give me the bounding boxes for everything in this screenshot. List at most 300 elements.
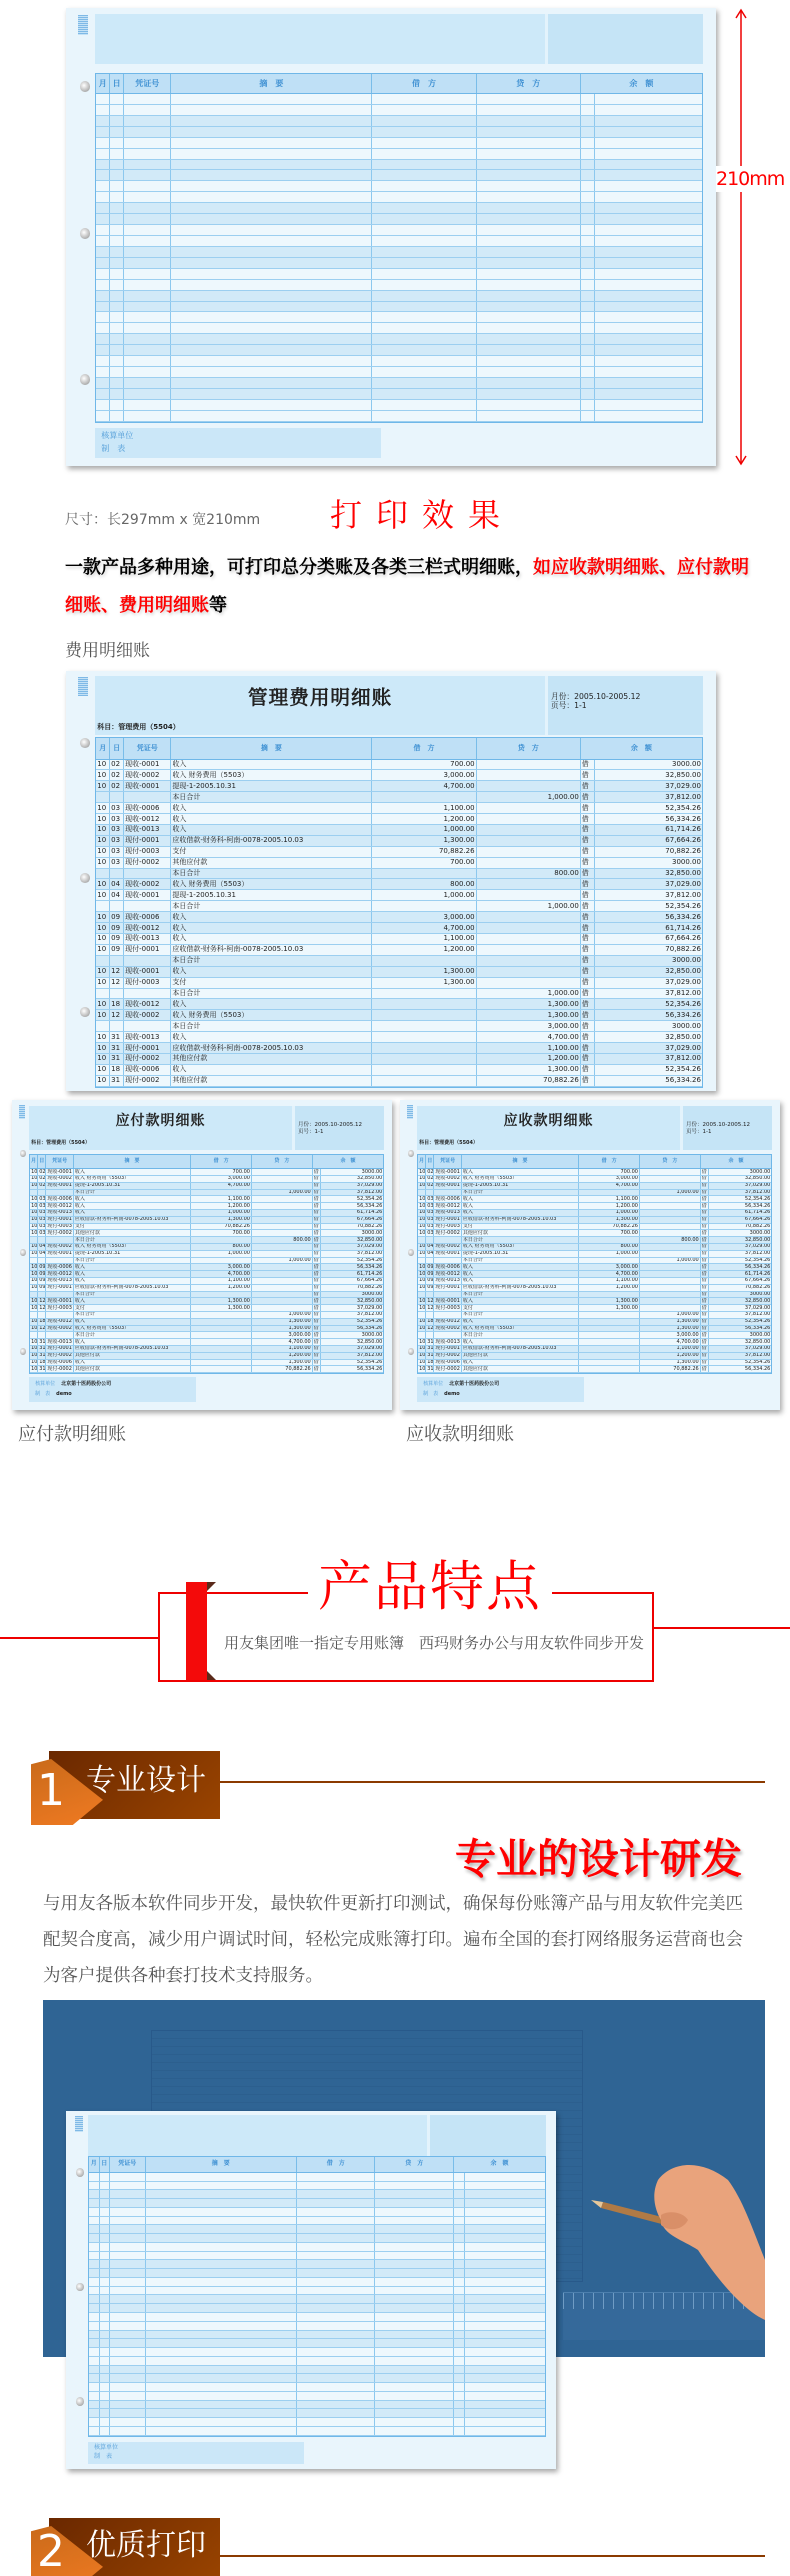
table-cell: 借 (701, 1339, 709, 1345)
table-row (30, 1285, 383, 1292)
badge-number: 2 (37, 2526, 65, 2576)
table-cell (477, 956, 581, 966)
table-cell: 收入 (74, 1298, 191, 1304)
table-cell: 700.00 (372, 760, 476, 770)
table-cell: 4,700.00 (477, 1032, 581, 1042)
table-row (96, 302, 702, 313)
table-cell: 37,812.00 (356, 1311, 383, 1318)
table-cell: 现收-0001 (434, 1298, 462, 1304)
table-cell: 本日合计 (74, 1332, 191, 1338)
table-cell (297, 2269, 375, 2277)
table-cell: 52,354.26 (665, 901, 701, 910)
table-cell: 3000.00 (749, 1169, 771, 1175)
table-row (96, 901, 702, 912)
table-row (96, 1043, 702, 1054)
table-cell (465, 2331, 545, 2339)
table-cell: 1,300.00 (372, 836, 476, 846)
table-cell: 本日合计 (462, 1237, 579, 1243)
table-cell: 03 (427, 1230, 434, 1236)
table-cell (581, 138, 596, 148)
table-row (96, 879, 702, 890)
table-cell (89, 2225, 99, 2233)
table-cell (581, 225, 596, 235)
table-cell: 1,000.00 (252, 1312, 313, 1318)
table-cell (89, 2260, 99, 2268)
table-cell (96, 345, 110, 355)
table-cell: 37,029.00 (665, 781, 701, 790)
table-cell (89, 2295, 99, 2303)
table-cell (110, 389, 124, 399)
table-cell: 70,882.26 (640, 1366, 701, 1372)
table-row (96, 269, 702, 280)
table-cell: 03 (39, 1216, 46, 1223)
table-row (30, 1305, 383, 1312)
ledger-footer (88, 2442, 304, 2463)
table-cell: 现付-0001 (124, 945, 171, 955)
table-cell (100, 2234, 110, 2242)
table-cell: 借 (701, 1196, 709, 1202)
table-cell: 本日合计 (462, 1258, 579, 1264)
table-cell: 10 (419, 1339, 426, 1345)
table-cell: 10 (419, 1352, 426, 1359)
table-cell (96, 258, 110, 268)
table-cell (252, 1217, 313, 1223)
barcode-icon (75, 2116, 83, 2132)
ledger-month: 月份：2005.10-2005.12 (551, 691, 641, 701)
table-cell (454, 2182, 465, 2190)
table-cell (171, 400, 372, 410)
table-cell (89, 2331, 99, 2339)
table-cell (96, 356, 110, 366)
table-cell: 1,200.00 (252, 1353, 313, 1359)
table-cell (477, 411, 581, 421)
table-cell (375, 2418, 453, 2426)
column-header: 摘 要 (462, 1155, 579, 1168)
table-cell: 借 (701, 1292, 709, 1298)
table-cell (579, 1346, 640, 1352)
table-row (96, 934, 702, 945)
ledger-footer (95, 428, 381, 458)
table-cell (375, 2427, 453, 2435)
table-cell (96, 116, 110, 126)
table-row (30, 1312, 383, 1319)
table-cell: 收入 (74, 1264, 191, 1270)
table-cell: 借 (701, 1258, 709, 1264)
table-cell: 3000.00 (671, 759, 701, 768)
table-cell (110, 323, 124, 333)
table-cell (418, 1237, 426, 1243)
table-row (30, 1244, 383, 1251)
table-cell: 10 (31, 1230, 38, 1236)
table-cell: 借 (701, 1230, 709, 1236)
table-cell: 31 (39, 1352, 46, 1359)
table-cell: 18 (39, 1359, 46, 1365)
table-cell (454, 2234, 465, 2242)
table-row (30, 1224, 383, 1231)
table-cell (640, 1203, 701, 1209)
table-cell: 1,200.00 (372, 945, 476, 955)
table-row (30, 1360, 383, 1367)
table-row (96, 770, 702, 781)
table-cell (454, 2173, 465, 2181)
table-row (418, 1217, 771, 1224)
table-row (96, 1032, 702, 1043)
table-cell (297, 2322, 375, 2330)
table-cell (89, 2427, 99, 2435)
table-row (30, 1298, 383, 1305)
table-cell (579, 1353, 640, 1359)
table-row (89, 2357, 545, 2366)
table-cell: 3000.00 (749, 1230, 771, 1236)
table-cell: 1,300.00 (191, 1298, 252, 1304)
table-cell (579, 1332, 640, 1338)
table-cell (426, 1292, 434, 1298)
binding-hole-icon (80, 81, 90, 92)
table-cell (191, 1292, 252, 1298)
table-cell (89, 2243, 99, 2251)
table-cell: 10 (419, 1318, 426, 1325)
footer-unit-row (101, 432, 375, 441)
table-cell (96, 214, 110, 224)
table-cell: 现收-0013 (46, 1339, 74, 1345)
binding-hole-icon (80, 873, 90, 883)
ledger-subject: 科目：管理费用（5504） (419, 1140, 479, 1147)
table-cell (375, 2260, 453, 2268)
table-cell (30, 1312, 38, 1318)
table-cell: 10 (419, 1244, 426, 1250)
section-badge-1 (31, 1751, 220, 1819)
table-cell: 1,000.00 (191, 1210, 252, 1216)
table-cell (372, 411, 476, 421)
table-cell (640, 1244, 701, 1250)
footer-unit-label: 核算单位 (423, 1380, 444, 1387)
table-cell: 现收-0001 (124, 760, 171, 770)
table-cell: 10 (31, 1176, 38, 1182)
table-cell (372, 116, 476, 126)
table-cell (454, 2366, 465, 2374)
column-header: 借 方 (372, 738, 476, 759)
table-cell (110, 2234, 146, 2242)
table-cell (581, 105, 596, 115)
table-cell (465, 2418, 545, 2426)
table-cell: 借 (313, 1196, 321, 1202)
features-title: 产品特点 (308, 1552, 552, 1622)
table-cell (171, 94, 372, 104)
table-cell: 应收借款-财务科-柯南-0078-2005.10.03 (171, 1043, 372, 1053)
table-cell (46, 1237, 74, 1243)
table-cell (477, 247, 581, 257)
table-cell (595, 225, 702, 235)
table-cell: 4,700.00 (372, 781, 476, 791)
table-cell (454, 2208, 465, 2216)
table-cell (110, 2225, 146, 2233)
table-cell (581, 291, 596, 301)
table-cell: 1,300.00 (579, 1217, 640, 1223)
table-cell (640, 1230, 701, 1236)
table-cell (477, 192, 581, 202)
table-row (96, 345, 702, 356)
table-cell (465, 2322, 545, 2330)
table-cell (100, 2348, 110, 2356)
table-cell (579, 1237, 640, 1243)
table-cell: 10 (96, 781, 110, 791)
table-cell (124, 116, 171, 126)
footer-unit-row (35, 1382, 190, 1388)
table-cell: 02 (39, 1169, 46, 1175)
table-cell: 现收-0001 (434, 1183, 462, 1189)
table-cell (477, 225, 581, 235)
table-cell: 收入 财务费用（5503） (74, 1326, 191, 1332)
table-cell: 10 (31, 1264, 38, 1270)
table-cell (124, 334, 171, 344)
table-cell: 03 (110, 847, 124, 857)
table-cell (372, 214, 476, 224)
table-row (89, 2234, 545, 2243)
table-cell (477, 847, 581, 857)
table-cell: 借 (581, 792, 596, 802)
footer-unit-value: 北京第十医药股份公司 (61, 1380, 112, 1387)
table-cell (100, 2304, 110, 2312)
table-cell (124, 901, 171, 911)
table-cell (110, 2295, 146, 2303)
table-cell: 700.00 (579, 1230, 640, 1236)
table-cell (581, 334, 596, 344)
table-cell: 借 (701, 1224, 709, 1230)
footer-maker-row (101, 445, 375, 454)
table-cell: 现收-0001 (434, 1169, 462, 1175)
table-cell: 本日合计 (462, 1332, 579, 1338)
table-cell (124, 203, 171, 213)
table-cell (46, 1312, 74, 1318)
table-cell (171, 192, 372, 202)
table-row (96, 389, 702, 400)
table-cell (372, 792, 476, 802)
table-cell (375, 2225, 453, 2233)
table-cell: 56,334.26 (356, 1366, 383, 1372)
table-cell (640, 1176, 701, 1182)
table-cell (96, 869, 110, 879)
table-row (89, 2173, 545, 2182)
table-cell: 56,334.26 (744, 1264, 771, 1270)
table-cell: 现收-0001 (124, 967, 171, 977)
table-cell (477, 94, 581, 104)
table-cell: 收入 (462, 1264, 579, 1270)
table-row (418, 1278, 771, 1285)
table-cell (100, 2313, 110, 2321)
table-cell: 37,029.00 (665, 879, 701, 888)
table-cell: 支付 (462, 1305, 579, 1311)
table-row (96, 356, 702, 367)
table-cell (191, 1346, 252, 1352)
table-cell (96, 127, 110, 137)
table-row (96, 160, 702, 171)
table-cell (372, 869, 476, 879)
table-cell (124, 956, 171, 966)
table-cell (96, 291, 110, 301)
table-cell: 借 (701, 1366, 709, 1372)
table-cell (595, 94, 702, 104)
table-cell (581, 345, 596, 355)
table-cell (579, 1258, 640, 1264)
table-row (418, 1183, 771, 1190)
table-row (418, 1298, 771, 1305)
table-cell (477, 181, 581, 191)
table-cell: 借 (313, 1251, 321, 1257)
ledger-table (417, 1154, 772, 1374)
table-cell (372, 400, 476, 410)
table-cell: 10 (419, 1203, 426, 1209)
table-cell: 提现-1-2005.10.31 (171, 781, 372, 791)
table-cell: 1,000.00 (579, 1210, 640, 1216)
table-cell: 现收-0001 (124, 781, 171, 791)
table-row (96, 291, 702, 302)
table-cell: 10 (96, 770, 110, 780)
column-header: 余 额 (728, 1158, 744, 1165)
table-cell: 借 (313, 1203, 321, 1209)
table-cell (110, 869, 124, 879)
table-cell: 现收-0001 (46, 1183, 74, 1189)
table-cell (171, 378, 372, 388)
table-cell (252, 1210, 313, 1216)
table-row (30, 1339, 383, 1346)
section-2-line (220, 2555, 765, 2557)
table-cell (96, 236, 110, 246)
table-cell: 3000.00 (361, 1291, 383, 1297)
table-cell (595, 280, 702, 290)
table-row (418, 1326, 771, 1333)
table-cell (372, 280, 476, 290)
table-cell (372, 334, 476, 344)
table-cell (454, 2348, 465, 2356)
table-cell (595, 127, 702, 137)
table-cell (252, 1285, 313, 1291)
column-header: 贷 方 (477, 738, 581, 759)
table-cell (124, 1021, 171, 1031)
table-cell: 1,100.00 (579, 1196, 640, 1202)
table-cell: 借 (313, 1169, 321, 1175)
table-cell (297, 2331, 375, 2339)
table-cell (124, 302, 171, 312)
table-cell (171, 345, 372, 355)
table-cell: 借 (701, 1176, 709, 1182)
table-cell: 4,700.00 (191, 1183, 252, 1189)
table-row (418, 1190, 771, 1197)
table-cell (38, 1312, 46, 1318)
table-cell: 3000.00 (361, 1230, 383, 1236)
table-cell: 借 (701, 1203, 709, 1209)
table-cell: 1,100.00 (477, 1043, 581, 1053)
table-cell: 其他应付款 (462, 1353, 579, 1359)
table-cell: 现收-0012 (46, 1319, 74, 1325)
section-badge-2 (31, 2518, 220, 2576)
table-row (96, 105, 702, 116)
table-cell (477, 814, 581, 824)
table-cell: 借 (701, 1190, 709, 1196)
column-header: 月 (418, 1155, 426, 1168)
table-cell: 现付-0002 (46, 1353, 74, 1359)
table-cell: 现付-0002 (434, 1353, 462, 1359)
table-cell (110, 203, 124, 213)
table-cell: 03 (110, 825, 124, 835)
table-cell: 37,812.00 (744, 1189, 771, 1196)
table-cell: 37,812.00 (665, 1054, 701, 1063)
table-cell: 10 (31, 1305, 38, 1311)
table-cell (252, 1278, 313, 1284)
table-cell (89, 2278, 99, 2286)
table-cell: 09 (427, 1284, 434, 1291)
table-row (418, 1346, 771, 1353)
table-cell: 收入 (171, 999, 372, 1009)
binding-hole-icon (80, 228, 90, 239)
table-cell: 收入 (74, 1169, 191, 1175)
table-row (89, 2392, 545, 2401)
table-row (418, 1176, 771, 1183)
barcode-icon (78, 677, 88, 696)
table-cell (477, 138, 581, 148)
table-cell (110, 138, 124, 148)
table-cell: 1,100.00 (191, 1196, 252, 1202)
table-cell: 02 (427, 1182, 434, 1189)
table-cell (465, 2217, 545, 2225)
table-cell: 现付-0001 (434, 1346, 462, 1352)
table-cell: 现收-0013 (46, 1278, 74, 1284)
table-cell (89, 2208, 99, 2216)
table-row (96, 781, 702, 792)
table-cell: 09 (39, 1271, 46, 1277)
table-cell (477, 825, 581, 835)
table-cell (96, 400, 110, 410)
table-cell: 04 (39, 1244, 46, 1250)
table-cell (124, 291, 171, 301)
table-cell (89, 2304, 99, 2312)
table-cell (454, 2409, 465, 2417)
table-cell: 3,000.00 (579, 1264, 640, 1270)
table-cell: 61,714.26 (744, 1271, 771, 1277)
table-row (89, 2287, 545, 2296)
table-cell (146, 2260, 297, 2268)
header-main (88, 2115, 427, 2156)
barcode-icon (407, 1105, 413, 1119)
table-cell (96, 378, 110, 388)
table-cell: 借 (701, 1183, 709, 1189)
table-cell (477, 923, 581, 933)
table-cell: 10 (419, 1250, 426, 1257)
header-main (95, 14, 545, 64)
table-cell (595, 400, 702, 410)
table-cell: 1,200.00 (640, 1353, 701, 1359)
table-row (96, 999, 702, 1010)
table-cell (297, 2173, 375, 2181)
table-cell: 10 (96, 923, 110, 933)
table-cell: 应收借款-财务科-柯南-0078-2005.10.03 (74, 1217, 191, 1223)
table-cell (372, 989, 476, 999)
table-cell (100, 2190, 110, 2198)
table-cell: 10 (31, 1169, 38, 1175)
table-row (96, 814, 702, 825)
table-cell (595, 138, 702, 148)
table-cell: 52,354.26 (356, 1196, 383, 1202)
table-cell (89, 2269, 99, 2277)
table-row (30, 1271, 383, 1278)
table-cell: 现付-0001 (46, 1346, 74, 1352)
table-cell: 10 (419, 1271, 426, 1277)
table-row (30, 1196, 383, 1203)
table-cell: 1,000.00 (640, 1312, 701, 1318)
table-cell: 10 (96, 1076, 110, 1086)
table-cell (252, 1298, 313, 1304)
table-cell (595, 389, 702, 399)
table-cell (297, 2313, 375, 2321)
